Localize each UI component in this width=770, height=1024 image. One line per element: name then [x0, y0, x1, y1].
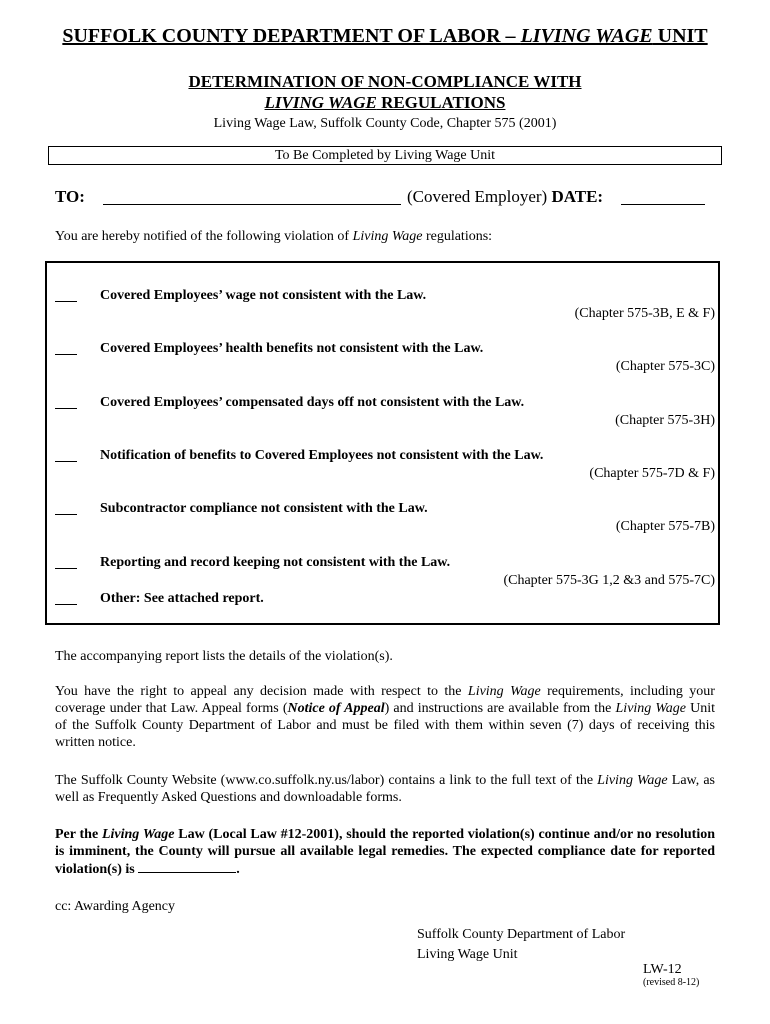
- violation-check-blank[interactable]: [55, 461, 77, 462]
- violation-chapter: (Chapter 575-7B): [615, 519, 715, 534]
- law-citation: Living Wage Law, Suffolk County Code, Chapter 575 (2001): [213, 116, 557, 131]
- document-title: [0, 24, 770, 48]
- violation-chapter: (Chapter 575-3C): [615, 359, 715, 374]
- title-italic: LIVING WAGE: [520, 25, 653, 47]
- website-living-wage: Living Wage: [597, 773, 668, 788]
- violation-chapter: (Chapter 575-7D & F): [589, 466, 715, 481]
- legal-remedies-paragraph: [55, 826, 715, 878]
- violation-row: [47, 341, 722, 381]
- signature-line-2: Living Wage Unit: [417, 947, 518, 962]
- notification-text: [55, 228, 492, 245]
- violation-row: [47, 555, 722, 595]
- violation-description: Covered Employees’ wage not consistent with the Law.: [100, 288, 427, 303]
- violation-row: [47, 448, 722, 488]
- violation-row: [47, 501, 722, 541]
- violation-chapter: (Chapter 575-3H): [615, 413, 715, 428]
- remedies-text-2: Law (Local Law #12-2001), should the reported violation(s) continue and/or no resolution is imminent, the County will pursue all available legal remedies. The expected compliance date for reported violation(s) is: [55, 827, 716, 877]
- subtitle-suffix: REGULATIONS: [376, 93, 506, 112]
- violation-check-blank[interactable]: [55, 354, 77, 355]
- title-text: SUFFOLK COUNTY DEPARTMENT OF LABOR –: [62, 25, 521, 47]
- website-text-2: Law, as well as Frequently Asked Questions and downloadable forms.: [55, 773, 716, 805]
- violation-check-blank[interactable]: [55, 604, 77, 605]
- subtitle-line-1: DETERMINATION OF NON-COMPLIANCE WITH: [188, 72, 582, 91]
- violations-box: [45, 261, 720, 625]
- form-number: LW-12: [643, 962, 682, 977]
- violation-check-blank[interactable]: [55, 514, 77, 515]
- appeal-paragraph: [55, 683, 715, 751]
- subtitle-italic: LIVING WAGE: [264, 93, 377, 112]
- subtitle-line-2: [0, 93, 770, 113]
- violation-description: Other: See attached report.: [100, 591, 264, 606]
- covered-employer-label: [407, 186, 603, 208]
- violation-check-blank[interactable]: [55, 568, 77, 569]
- title-suffix: UNIT: [652, 25, 708, 47]
- violation-chapter: (Chapter 575-3G 1,2 &3 and 575-7C): [503, 573, 715, 588]
- appeal-text-3: ) and instructions are available from the: [384, 701, 616, 716]
- revision-note: (revised 8-12): [643, 977, 700, 988]
- violation-check-blank[interactable]: [55, 301, 77, 302]
- signature-block: [417, 925, 625, 965]
- violation-description: Covered Employees’ compensated days off not consistent with the Law.: [100, 395, 525, 410]
- remedies-text-3: .: [236, 862, 240, 877]
- remedies-text-1: Per the: [55, 827, 102, 842]
- appeal-living-wage-1: Living Wage: [467, 684, 541, 699]
- to-label: TO:: [55, 187, 85, 206]
- notice-of-appeal-text: Notice of Appeal: [287, 701, 385, 716]
- date-field[interactable]: [621, 186, 705, 205]
- signature-line-1: Suffolk County Department of Labor: [417, 927, 626, 942]
- remedies-living-wage: Living Wage: [101, 827, 175, 842]
- website-paragraph: [55, 772, 715, 806]
- website-text-1: The Suffolk County Website (www.co.suffolk.ny.us/labor) contains a link to the full text of the: [55, 773, 598, 788]
- appeal-text-2: requirements, including your coverage under that Law. Appeal forms (: [55, 684, 715, 716]
- violation-description: Notification of benefits to Covered Employees not consistent with the Law.: [100, 448, 544, 463]
- violation-check-blank[interactable]: [55, 408, 77, 409]
- violation-description: Subcontractor compliance not consistent with the Law.: [100, 501, 428, 516]
- address-line: [55, 186, 720, 210]
- appeal-text-4: Unit of the Suffolk County Department of Labor and must be filed with them within seven (7) days of receiving this written notice.: [55, 701, 715, 750]
- violation-row: [47, 288, 722, 328]
- appeal-text-1: You have the right to appeal any decision made with respect to the: [55, 684, 468, 699]
- violation-chapter: (Chapter 575-3B, E & F): [574, 306, 715, 321]
- notice-suffix: regulations:: [422, 229, 493, 244]
- notice-italic: Living Wage: [352, 229, 423, 244]
- violation-description: Covered Employees’ health benefits not consistent with the Law.: [100, 341, 484, 356]
- completed-by-box: To Be Completed by Living Wage Unit: [48, 146, 722, 165]
- violation-description: Reporting and record keeping not consistent with the Law.: [100, 555, 451, 570]
- appeal-living-wage-2: Living Wage: [615, 701, 686, 716]
- covered-label-text: (Covered Employer): [407, 187, 548, 206]
- compliance-date-field[interactable]: [138, 860, 236, 873]
- cc-line: cc: Awarding Agency: [55, 899, 176, 914]
- notice-prefix: You are hereby notified of the following violation of: [55, 229, 353, 244]
- employer-field[interactable]: [103, 186, 401, 205]
- report-paragraph: The accompanying report lists the details of the violation(s).: [55, 649, 393, 664]
- date-label: DATE:: [551, 187, 604, 206]
- violation-row: [47, 395, 722, 435]
- violation-row: [47, 591, 722, 631]
